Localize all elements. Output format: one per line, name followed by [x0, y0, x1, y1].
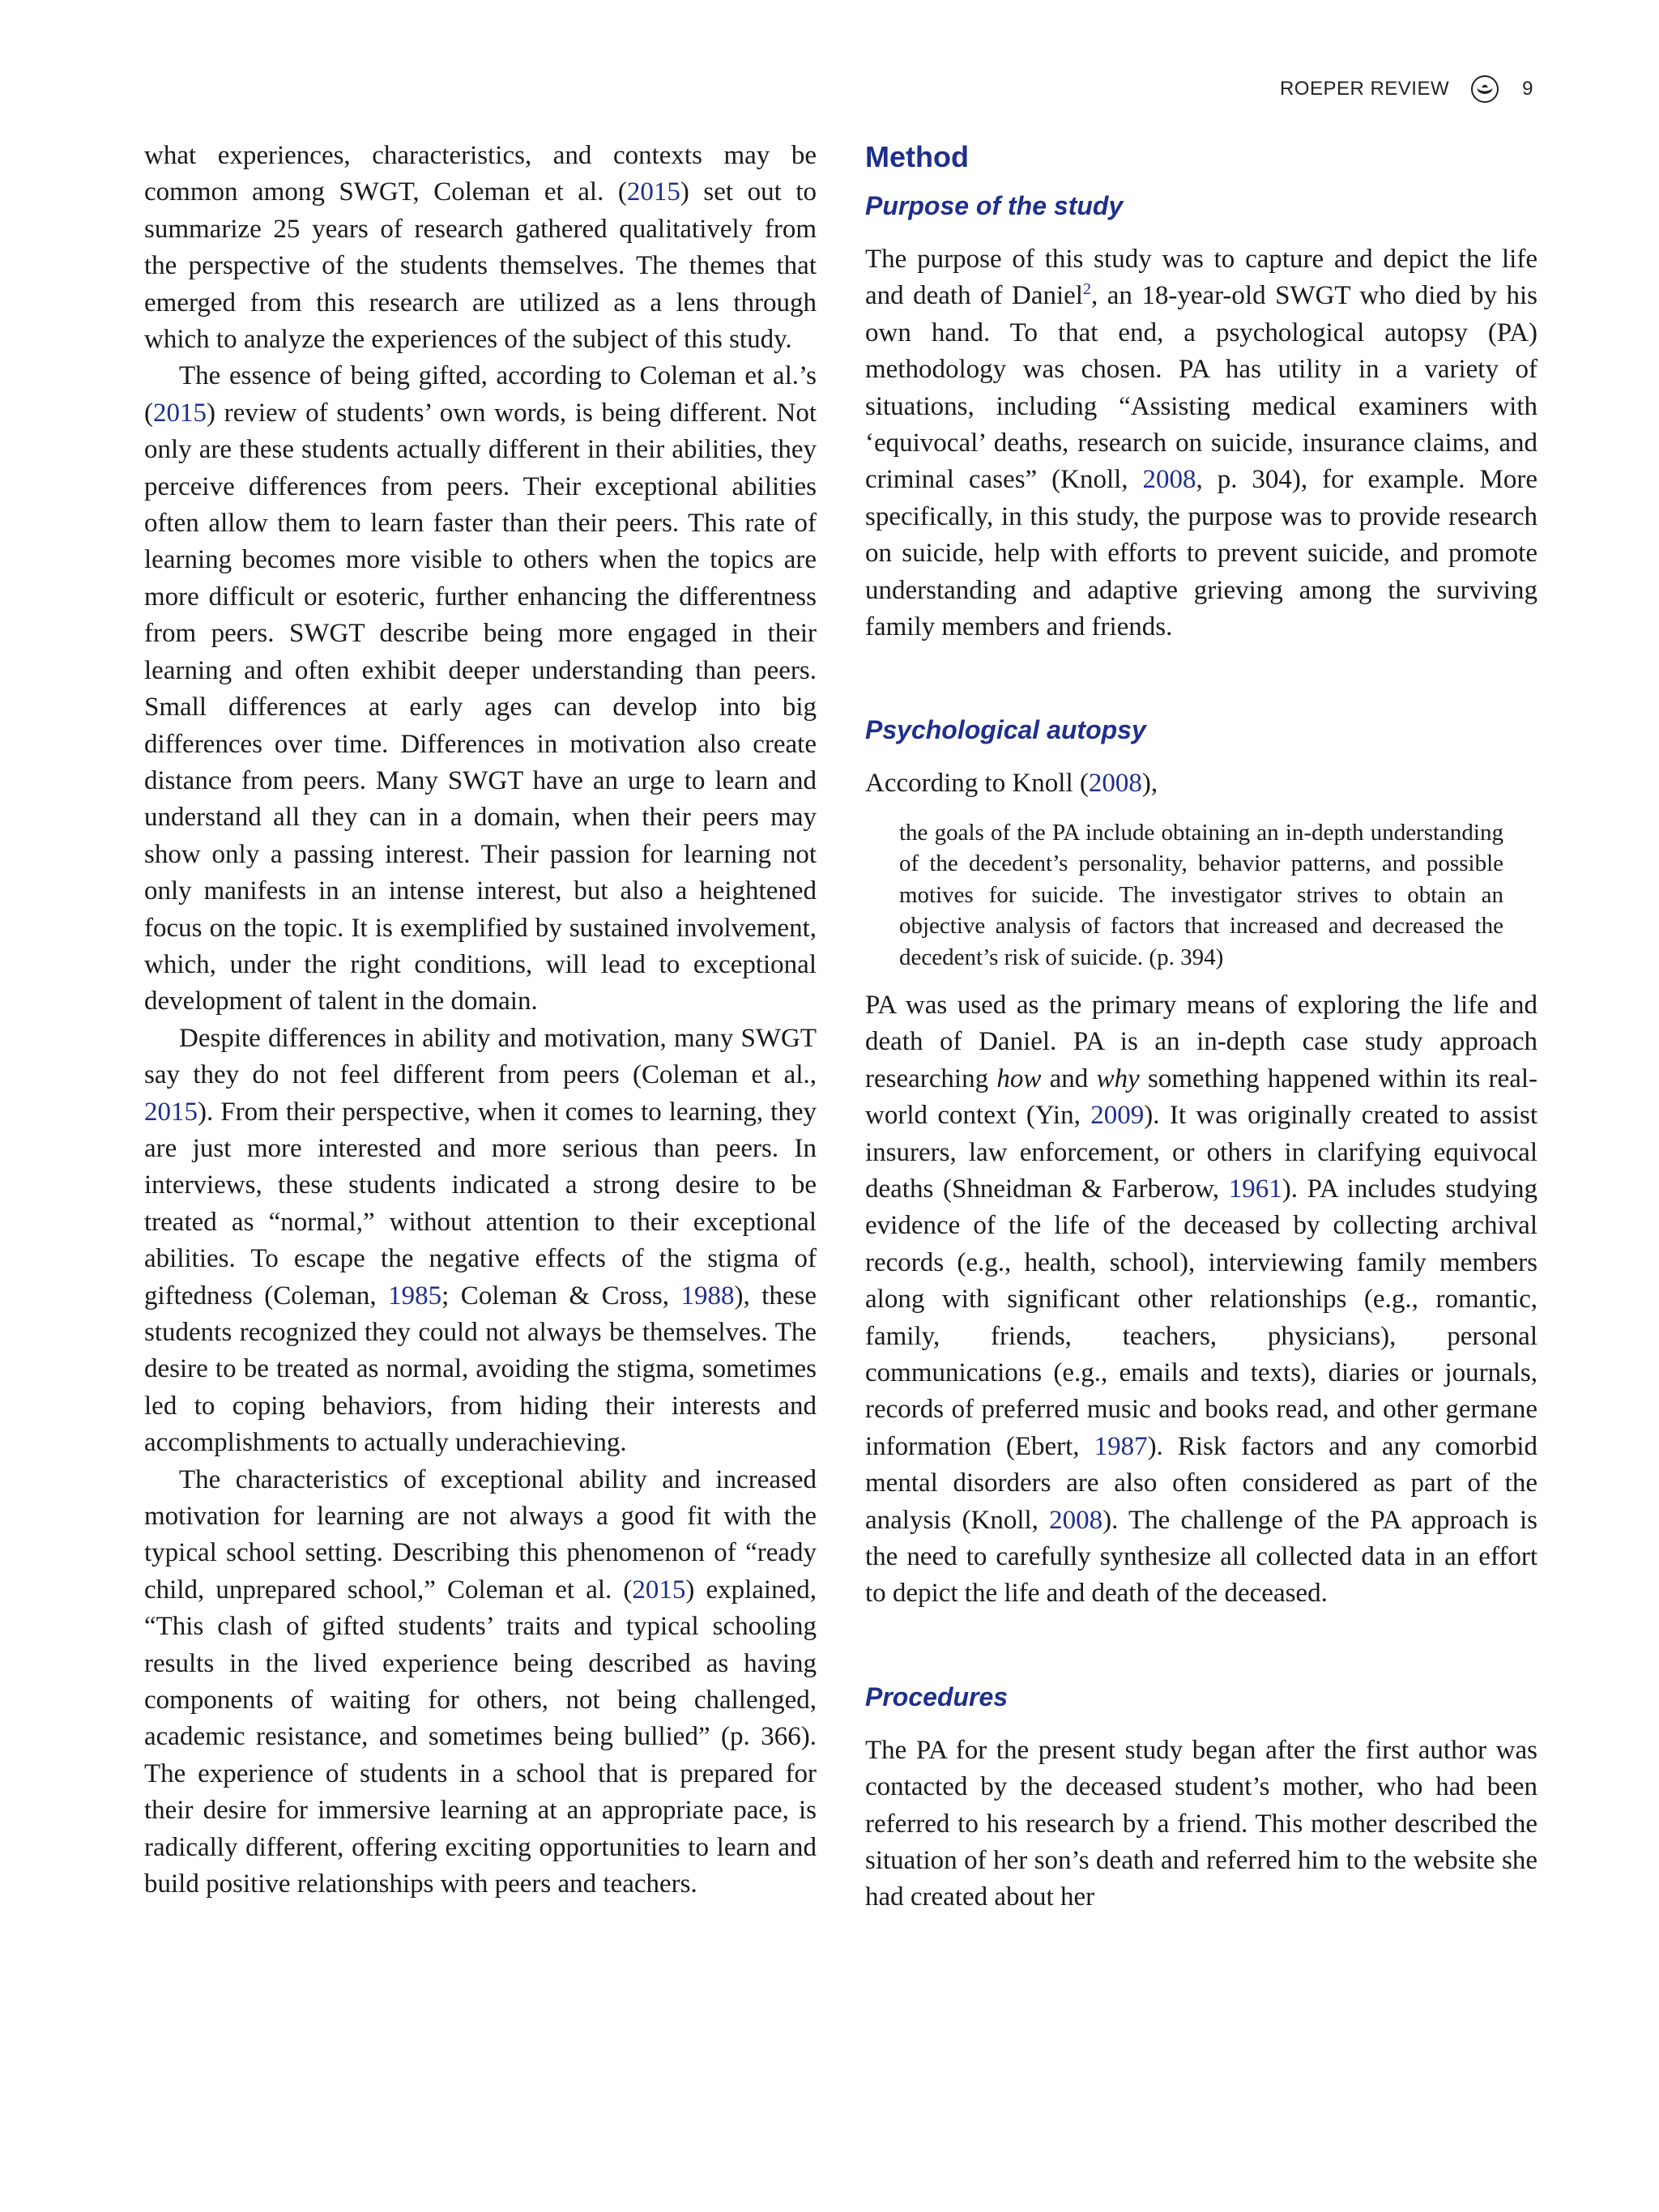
- running-header: [1280, 73, 1533, 105]
- footnote-link[interactable]: 2: [1082, 280, 1091, 299]
- subsection-heading-psychological-autopsy: Psychological autopsy: [865, 715, 1146, 745]
- citation-link[interactable]: 2008: [1142, 465, 1196, 495]
- text: , p. 304), for example. More specifically, in this study, the purpose was to provide research on suicide, help with efforts to prevent suicide, and promote understanding and adaptive grieving among the surviving family members and friends.: [865, 465, 1537, 642]
- text: Despite differences in ability and motivation, many SWGT say they do not feel different from peers (Coleman et al.,: [144, 1023, 817, 1090]
- spacer: [865, 646, 1537, 712]
- citation-link[interactable]: 1985: [388, 1281, 442, 1311]
- emphasis: why: [1096, 1063, 1140, 1093]
- paragraph: [865, 765, 1537, 802]
- paragraph: [144, 1462, 817, 1903]
- emphasis: how: [996, 1063, 1042, 1093]
- citation-link[interactable]: 1988: [680, 1281, 735, 1311]
- text: ). It was originally created to assist insurers, law enforcement, or others in clarifying equivocal deaths (Shneidman & Farberow,: [865, 1101, 1538, 1204]
- citation-link[interactable]: 2008: [1088, 769, 1142, 799]
- text: ) explained, “This clash of gifted students’ traits and typical schooling results in the lived experience being described as having components of waiting for others, not being challenged, academic resistance, and sometimes being bullied” (p. 366). The experience of students in a school that is prepared for their desire for immersive learning at an appropriate pace, is radically different, offering exciting opportunities to learn and build positive relationships with peers and teachers.: [144, 1575, 817, 1899]
- section-heading-method: Method: [865, 140, 969, 173]
- citation-link[interactable]: 2015: [153, 398, 207, 428]
- spacer: [865, 1613, 1537, 1679]
- subsection-heading-purpose: Purpose of the study: [865, 191, 1124, 220]
- text: According to Knoll (: [865, 769, 1089, 799]
- text: , an 18-year-old SWGT who died by his own hand. To that end, a psychological autopsy (PA) methodology was chosen. PA has utility in a variety of situations, including “Assisting medical examiners with ‘equivocal’ deaths, research on suicide, insurance claims, and criminal cases” (Knoll,: [865, 281, 1538, 495]
- text: ). Risk factors and any comorbid mental disorders are also often considered as part of the analysis (Knoll,: [865, 1431, 1537, 1535]
- citation-link[interactable]: 2009: [1090, 1101, 1145, 1131]
- journal-title: ROEPER REVIEW: [1279, 78, 1450, 100]
- subsection-heading-procedures: Procedures: [865, 1681, 1009, 1711]
- paragraph: [144, 138, 817, 358]
- paragraph: [865, 987, 1537, 1613]
- paragraph: The PA for the present study began after the first author was contacted by the deceased student’s mother, who had been referred to his research by a friend. This mother described the situation of her son’s death and referred him to the website she had created about her: [865, 1735, 1537, 1912]
- text: ), these students recognized they could not always be themselves. The desire to be treated as normal, avoiding the stigma, sometimes led to coping behaviors, from hiding their interests and accomplishments to actually underachieving.: [144, 1281, 817, 1458]
- journal-logo-icon: [1470, 75, 1499, 104]
- citation-link[interactable]: 2015: [626, 177, 680, 207]
- text: The characteristics of exceptional ability and increased motivation for learning are not always a good fit with the typical school setting. Describing this phenomenon of “ready child, unprepared school,” Coleman et al. (: [144, 1464, 817, 1605]
- citation-link[interactable]: 2015: [144, 1097, 198, 1127]
- text: PA was used as the primary means of exploring the life and death of Daniel. PA is an in-depth case study approach researching: [865, 990, 1537, 1093]
- paragraph: [144, 1021, 817, 1462]
- text: The purpose of this study was to capture and depict the life and death of Daniel: [865, 245, 1537, 311]
- text: The essence of being gifted, according to Coleman et al.’s (: [144, 361, 817, 428]
- citation-link[interactable]: 1987: [1094, 1431, 1148, 1461]
- right-column: [865, 138, 1537, 1916]
- paragraph: [144, 358, 817, 1020]
- block-quote: the goals of the PA include obtaining an in-depth understanding of the decedent’s personality, behavior patterns, and possible motives for suicide. The investigator strives to obtain an objective analysis of factors that increased and decreased the decedent’s risk of suicide. (p. 394): [899, 819, 1503, 970]
- text: ; Coleman & Cross,: [441, 1281, 681, 1311]
- citation-link[interactable]: 1961: [1228, 1174, 1282, 1204]
- text: ). PA includes studying evidence of the life of the deceased by collecting archival records (e.g., health, school), interviewing family members along with significant other relationships (e.g., romantic, family, friends, teachers, physicians), personal communications (e.g., emails and texts), diaries or journals, records of preferred music and books read, and other germane information (Ebert,: [865, 1174, 1537, 1461]
- text: and: [1041, 1063, 1097, 1093]
- citation-link[interactable]: 2008: [1049, 1505, 1103, 1535]
- left-column: [144, 138, 817, 1903]
- text: ) set out to summarize 25 years of research gathered qualitatively from the perspective of the students themselves. The themes that emerged from this research are utilized as a lens through which to analyze the experiences of the subject of this study.: [144, 177, 817, 355]
- text: ) review of students’ own words, is being different. Not only are these students actually different in their abilities, they perceive differences from peers. Their exceptional abilities often allow them to learn faster than their peers. This rate of learning becomes more visible to others when the topics are more difficult or esoteric, further enhancing the differentness from peers. SWGT describe being more engaged in their learning and often exhibit deeper understanding than peers. Small differences at early ages can develop into big differences over time. Differences in motivation also create distance from peers. Many SWGT have an urge to learn and understand all they can in a domain, when their peers may show only a passing interest. Their passion for learning not only manifests in an intense interest, but also a heightened focus on the topic. It is exemplified by sustained involvement, which, under the right conditions, will lead to exceptional development of talent in the domain.: [144, 398, 817, 1016]
- text: ). The challenge of the PA approach is the need to carefully synthesize all collected data in an effort to depict the life and death of the deceased.: [865, 1505, 1538, 1609]
- text: something happened within its real-world context (Yin,: [865, 1063, 1537, 1131]
- citation-link[interactable]: 2015: [632, 1575, 686, 1605]
- text: ). From their perspective, when it comes to learning, they are just more interested and more serious than peers. In interviews, these students indicated a strong desire to be treated as “normal,” without attention to their exceptional abilities. To escape the negative effects of the stigma of giftedness (Coleman,: [144, 1097, 817, 1311]
- page-number: 9: [1522, 78, 1533, 100]
- text: ),: [1141, 769, 1158, 799]
- text: what experiences, characteristics, and contexts may be common among SWGT, Coleman et al. (: [144, 141, 817, 207]
- paragraph: [865, 241, 1537, 646]
